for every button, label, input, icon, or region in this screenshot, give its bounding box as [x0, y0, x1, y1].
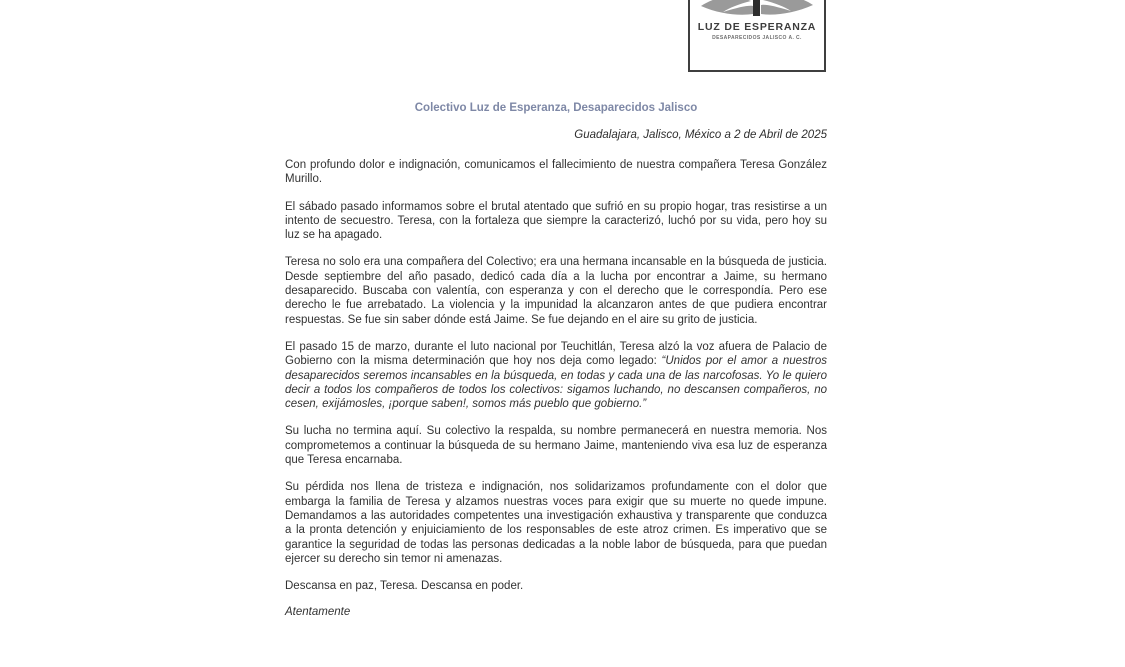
legacy-intro-text: El pasado 15 de marzo, durante el luto nacional por Teuchitlán, Teresa alzó la voz afuera de Palacio de Gobierno con la misma determinación que hoy nos deja como legado: — [285, 340, 827, 368]
paragraph-demands: Su pérdida nos llena de tristeza e indignación, nos solidarizamos profundamente con el dolor que embarga la familia de Teresa y alzamos nuestras voces para exigir que su muerte no quede impune. Demandamos a las autoridades competentes una investigación exhaustiva y transparente que conduzca a la pronta detención y enjuiciamiento de los responsables de este atroz crimen. Es imperativo que se garantice la seguridad de todas las personas dedicadas a la noble labor de búsqueda, para que puedan ejercer su derecho sin temor ni amenazas. — [285, 481, 827, 565]
closing-atentamente: Atentamente — [285, 606, 351, 619]
paragraph-attack: El sábado pasado informamos sobre el brutal atentado que sufrió en su propio hogar, tras resistirse a un intento de secuestro. Teresa, con la fortaleza que siempre la caracterizó, luchó por su vida, pero hoy su luz se ha apagado. — [285, 200, 827, 242]
letter-document — [285, 0, 827, 618]
dateline: Guadalajara, Jalisco, México a 2 de Abril de 2025 — [574, 129, 827, 141]
logo-subtitle: DESAPARECIDOS JALISCO A. C. — [712, 35, 802, 41]
paragraph-tribute: Teresa no solo era una compañera del Colectivo; era una hermana incansable en la búsqueda de justicia. Desde septiembre del año pasado, dedicó cada día a la lucha por encontrar a Jaime, su hermano desaparecido. Buscaba con valentía, con esperanza y con el derecho que le correspondía. Pero ese derecho le fue arrebatado. La violencia y la impunidad la alcanzaron antes de que pudiera encontrar respuestas. Se fue sin saber dónde está Jaime. Se fue dejando en el aire su grito de justicia. — [285, 256, 827, 326]
paragraph-announcement: Con profundo dolor e indignación, comunicamos el fallecimiento de nuestra compañera Teresa González Murillo. — [285, 159, 827, 186]
paragraph-legacy — [285, 340, 827, 411]
paragraph-farewell: Descansa en paz, Teresa. Descansa en poder. — [285, 580, 524, 593]
letter-title: Colectivo Luz de Esperanza, Desaparecidos Jalisco — [414, 102, 698, 114]
logo-title: LUZ DE ESPERANZA — [697, 21, 817, 33]
legacy-quote-text: “Unidos por el amor a nuestros desaparecidos seremos incansables en la búsqueda, en todas y cada una de las narcofosas. Yo le quiero decir a todos los compañeros de todos los colectivos: sigamos luchando, no descansen compañeros, no cesen, exijámosles, ¡porque saben!, somos más pueblo que gobierno.” — [285, 355, 827, 411]
paragraph-commitment: Su lucha no termina aquí. Su colectivo la respalda, su nombre permanecerá en nuestra memoria. Nos comprometemos a continuar la búsqueda de su hermano Jaime, manteniendo viva esa luz de esperanza que Teresa encarnaba. — [285, 425, 827, 467]
